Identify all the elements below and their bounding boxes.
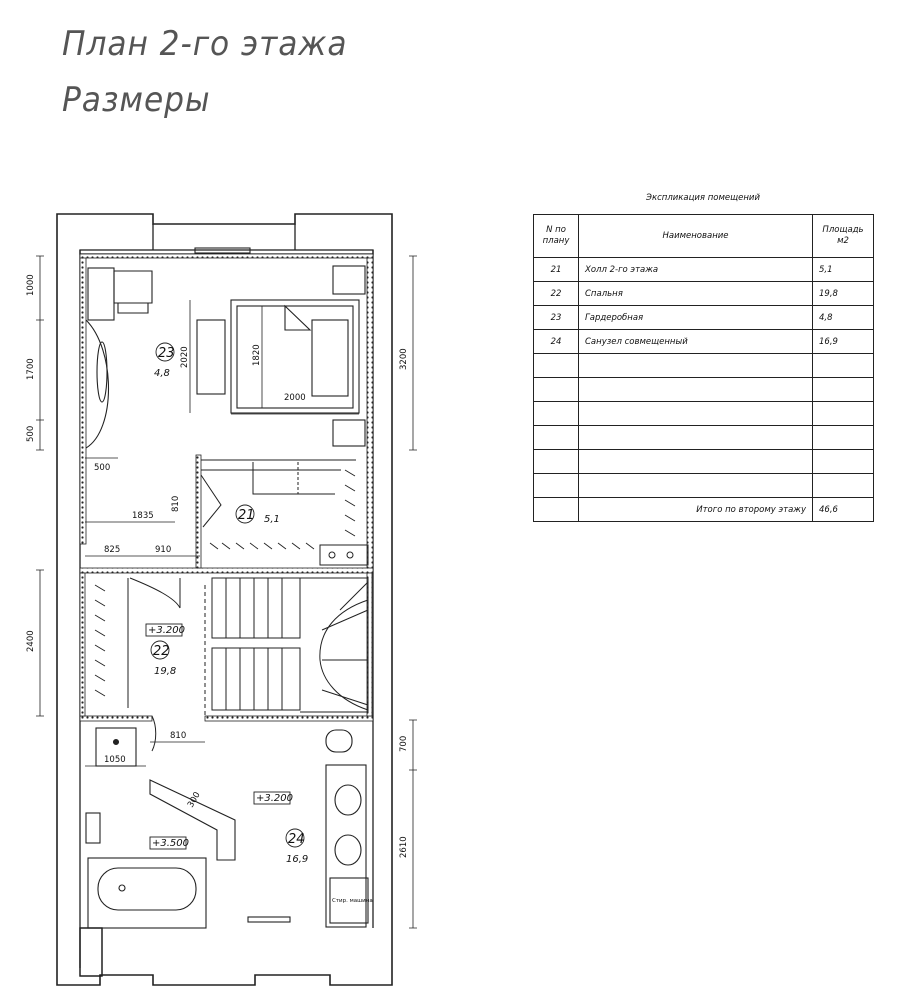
dim-bed-height: 1820 [252, 344, 262, 366]
row-area: 4,8 [813, 306, 874, 330]
dim-500: 500 [94, 463, 111, 473]
dim-bed-width: 2000 [284, 393, 306, 403]
plan-title: План 2-го этажа [62, 24, 348, 64]
dim-1835: 1835 [132, 511, 154, 521]
dim-right-3200: 3200 [399, 348, 409, 370]
row-num [534, 402, 579, 426]
explication-title: Экспликация помещений [646, 193, 760, 203]
room-24-number: 24 [288, 832, 305, 847]
row-area [813, 378, 874, 402]
total-num [534, 498, 579, 522]
room-21-area: 19,8 [154, 666, 177, 677]
explication-header [534, 215, 874, 258]
table-row [534, 258, 874, 282]
level-bath-main: +3.200 [256, 793, 294, 804]
row-name [579, 402, 813, 426]
table-row [534, 474, 874, 498]
explication-table [533, 214, 874, 522]
row-num [534, 354, 579, 378]
dim-left-2400: 2400 [26, 630, 36, 652]
level-hall: +3.200 [148, 625, 186, 636]
row-name [579, 474, 813, 498]
row-name [579, 426, 813, 450]
dim-bed-area-height: 2020 [180, 346, 190, 368]
room-22-area: 4,8 [154, 368, 170, 379]
room-21-number: 22 [153, 644, 170, 659]
row-area: 5,1 [813, 258, 874, 282]
header-area: Площадь м2 [813, 215, 874, 258]
row-name [579, 450, 813, 474]
total-label: Итого по второму этажу [579, 498, 813, 522]
plan-subtitle: Размеры [62, 80, 211, 120]
row-area [813, 474, 874, 498]
row-name: Гардеробная [579, 306, 813, 330]
table-row [534, 378, 874, 402]
total-row [534, 498, 874, 522]
row-name: Санузел совмещенный [579, 330, 813, 354]
row-num: 22 [534, 282, 579, 306]
header-name: Наименование [579, 215, 813, 258]
dim-910: 910 [155, 545, 172, 555]
row-area [813, 450, 874, 474]
row-num [534, 474, 579, 498]
washer-label: Стир. машина [332, 898, 373, 904]
dim-810-a: 810 [171, 495, 181, 512]
row-name: Спальня [579, 282, 813, 306]
row-name: Холл 2-го этажа [579, 258, 813, 282]
table-row [534, 354, 874, 378]
row-num [534, 378, 579, 402]
room-22-number: 23 [158, 346, 175, 361]
row-name [579, 378, 813, 402]
table-row [534, 330, 874, 354]
dim-right-700: 700 [399, 735, 409, 752]
row-num: 24 [534, 330, 579, 354]
header-num: N по плану [534, 215, 579, 258]
room-23-area: 5,1 [264, 514, 280, 525]
table-row [534, 450, 874, 474]
row-area: 19,8 [813, 282, 874, 306]
row-area [813, 426, 874, 450]
dim-1050: 1050 [104, 755, 126, 765]
row-num: 21 [534, 258, 579, 282]
row-area: 16,9 [813, 330, 874, 354]
row-area [813, 354, 874, 378]
row-num [534, 450, 579, 474]
table-row [534, 282, 874, 306]
room-24-area: 16,9 [286, 854, 309, 865]
row-num: 23 [534, 306, 579, 330]
table-row [534, 402, 874, 426]
dim-825: 825 [104, 545, 121, 555]
row-num [534, 426, 579, 450]
level-bath-tub: +3.500 [152, 838, 190, 849]
dim-left-500: 500 [26, 425, 36, 442]
dim-right-2610: 2610 [399, 836, 409, 858]
dim-300: 300 [185, 790, 203, 810]
table-row [534, 426, 874, 450]
dim-810-b: 810 [170, 731, 187, 741]
dim-left-1000: 1000 [26, 274, 36, 296]
row-area [813, 402, 874, 426]
total-area: 46,6 [813, 498, 874, 522]
dim-left-1700: 1700 [26, 358, 36, 380]
table-row [534, 306, 874, 330]
room-23-number: 21 [238, 508, 255, 523]
row-name [579, 354, 813, 378]
